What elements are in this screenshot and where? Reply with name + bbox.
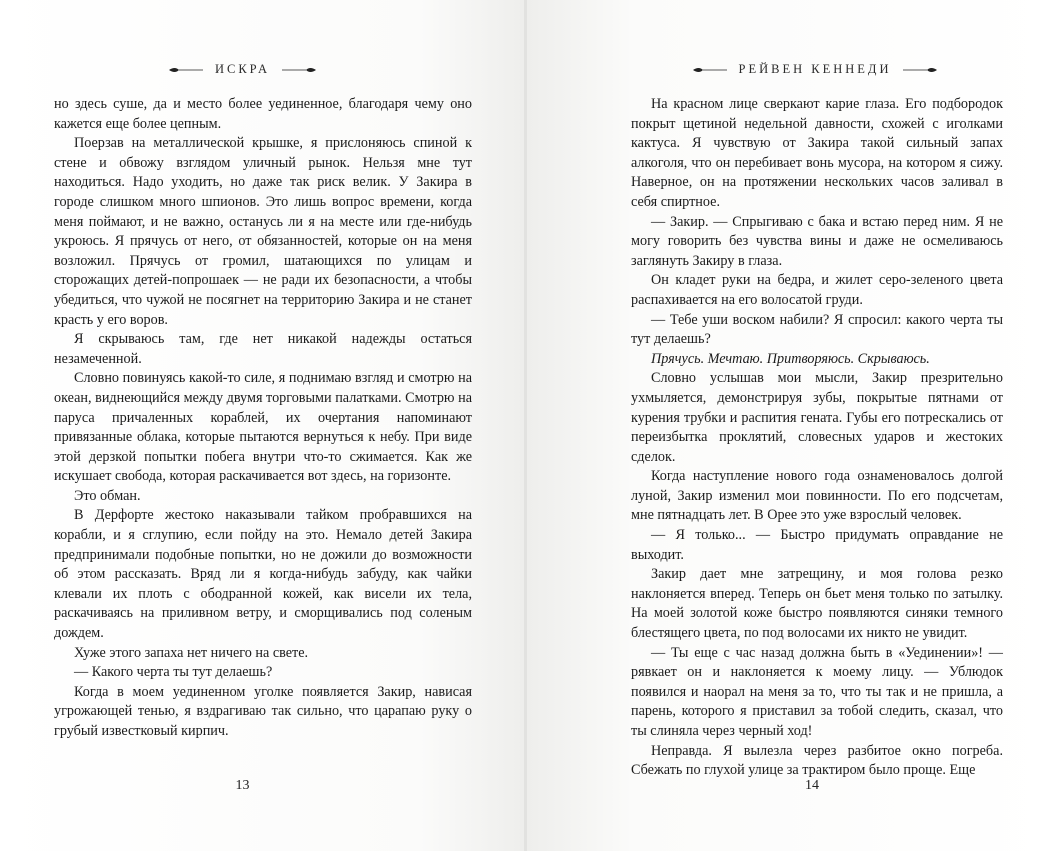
paragraph: Он кладет руки на бедра, и жилет серо-зеленого цвета распахивается на его волосатой груди. bbox=[631, 272, 1003, 308]
right-page bbox=[527, 0, 1053, 851]
paragraph: Закир дает мне затрещину, и моя голова резко наклоняется вперед. Теперь он бьет меня только по затылку. На моей золотой коже быстро появляются синяки темного блестящего цвета, по под волосами их никто не увидит. bbox=[631, 566, 1003, 642]
paragraph: Я скрываюсь там, где нет никакой надежды остаться незамеченной. bbox=[54, 331, 472, 367]
paragraph: Словно услышав мои мысли, Закир презрительно ухмыляется, демонстрируя зубы, покрытые пятнами от курения трубки и распития гената. Губы его потрескались от переизбытка проклятий, словесных ударов и жестоких сделок. bbox=[631, 370, 1003, 465]
body-text bbox=[631, 95, 1003, 781]
page-number: 13 bbox=[235, 778, 250, 793]
paragraph: Когда в моем уединенном уголке появляется Закир, нависая угрожающей тенью, я вздрагиваю так сильно, что царапаю руку о грубый известковый кирпич. bbox=[54, 683, 472, 739]
book-title: ИСКРА bbox=[214, 62, 271, 76]
paragraph: Хуже этого запаха нет ничего на свете. bbox=[74, 644, 309, 661]
paragraph: Прячусь. Мечтаю. Притворяюсь. Скрываюсь. bbox=[651, 350, 930, 367]
body-text bbox=[54, 95, 472, 742]
paragraph: — Я только... — Быстро придумать оправдание не выходит. bbox=[631, 527, 1003, 563]
paragraph: Неправда. Я вылезла через разбитое окно погреба. Сбежать по глухой улице за трактиром было проще. Еще bbox=[631, 742, 1003, 779]
right-flourish-icon bbox=[280, 65, 318, 75]
left-flourish-icon bbox=[691, 65, 729, 75]
left-flourish-icon bbox=[167, 65, 205, 75]
running-head bbox=[552, 62, 1053, 77]
running-head bbox=[0, 62, 505, 77]
paragraph: На красном лице сверкают карие глаза. Его подбородок покрыт щетиной недельной давности, схожей с иголками кактуса. Я чувствую от Закира такой сильный запах алкоголя, что он перебивает вонь мусора, на котором я сижу. Наверное, он на протяжении нескольких часов заливал в себя спиртное. bbox=[631, 96, 1003, 210]
paragraph: — Ты еще с час назад должна быть в «Уединении»! — рявкает он и наклоняется к моему лицу. — Ублюдок появился и наорал на меня за то, что ты так и не пришла, а парень, которого я приставил за тобой следить, сказал, что ты слиняла через черный ход! bbox=[631, 644, 1003, 739]
page-number: 14 bbox=[805, 778, 819, 793]
paragraph: Поерзав на металлической крышке, я прислоняюсь спиной к стене и обвожу взглядом уличный рынок. Нельзя мне тут находиться. Надо уходить, но даже так риск велик. У Закира в городе слишком много шпионов. Это лишь вопрос времени, когда меня поймают, и не важно, останусь ли я на месте или где-нибудь укроюсь. Я прячусь от него, от обязанностей, которые он на меня возложил. Прячусь от громил, шатающихся по улицам и сторожащих детей-попрошаек — не ради их безопасности, а чтобы убедиться, что чужой не посягнет на территорию Закира и не станет красть у его воров. bbox=[54, 135, 472, 328]
paragraph: — Какого черта ты тут делаешь? bbox=[74, 664, 273, 681]
left-page bbox=[0, 0, 525, 851]
paragraph: Это обман. bbox=[74, 487, 141, 504]
author-name: РЕЙВЕН КЕННЕДИ bbox=[738, 62, 892, 76]
right-flourish-icon bbox=[901, 65, 939, 75]
paragraph: — Тебе уши воском набили? Я спросил: какого черта ты тут делаешь? bbox=[631, 311, 1003, 348]
paragraph: но здесь суше, да и место более уединенное, благодаря чему оно кажется еще более цепным. bbox=[54, 96, 472, 132]
paragraph: — Закир. — Спрыгиваю с бака и встаю перед ним. Я не могу говорить без чувства вины и даже не осмеливаюсь заглянуть Закиру в глаза. bbox=[631, 213, 1003, 269]
paragraph: В Дерфорте жестоко наказывали тайком пробравшихся на корабли, и я сглупию, если пойду на это. Немало детей Закира предпринимали подобные попытки, но не дожили до возможности об этом рассказать. Вряд ли я когда-нибудь забуду, как чайки клевали их плоть с ободранной кожей, как висели их тела, раскачиваясь на приливном ветру, и сморщивались под соленым дождем. bbox=[54, 507, 472, 642]
paragraph: Когда наступление нового года ознаменовалось долгой луной, Закир изменил мои повинности. По его подсчетам, мне пятнадцать лет. В Орее это уже взрослый человек. bbox=[631, 468, 1003, 524]
paragraph: Словно повинуясь какой-то силе, я поднимаю взгляд и смотрю на океан, виднеющийся между двумя торговыми палатками. Смотрю на паруса причаленных кораблей, их очертания напоминают привязанные облака, которые пытаются вернуться к небу. При виде этой дерзкой попытки побега внутри что-то сжимается. Как же искушает свобода, которая раскачивается вот здесь, на горизонте. bbox=[54, 370, 472, 485]
